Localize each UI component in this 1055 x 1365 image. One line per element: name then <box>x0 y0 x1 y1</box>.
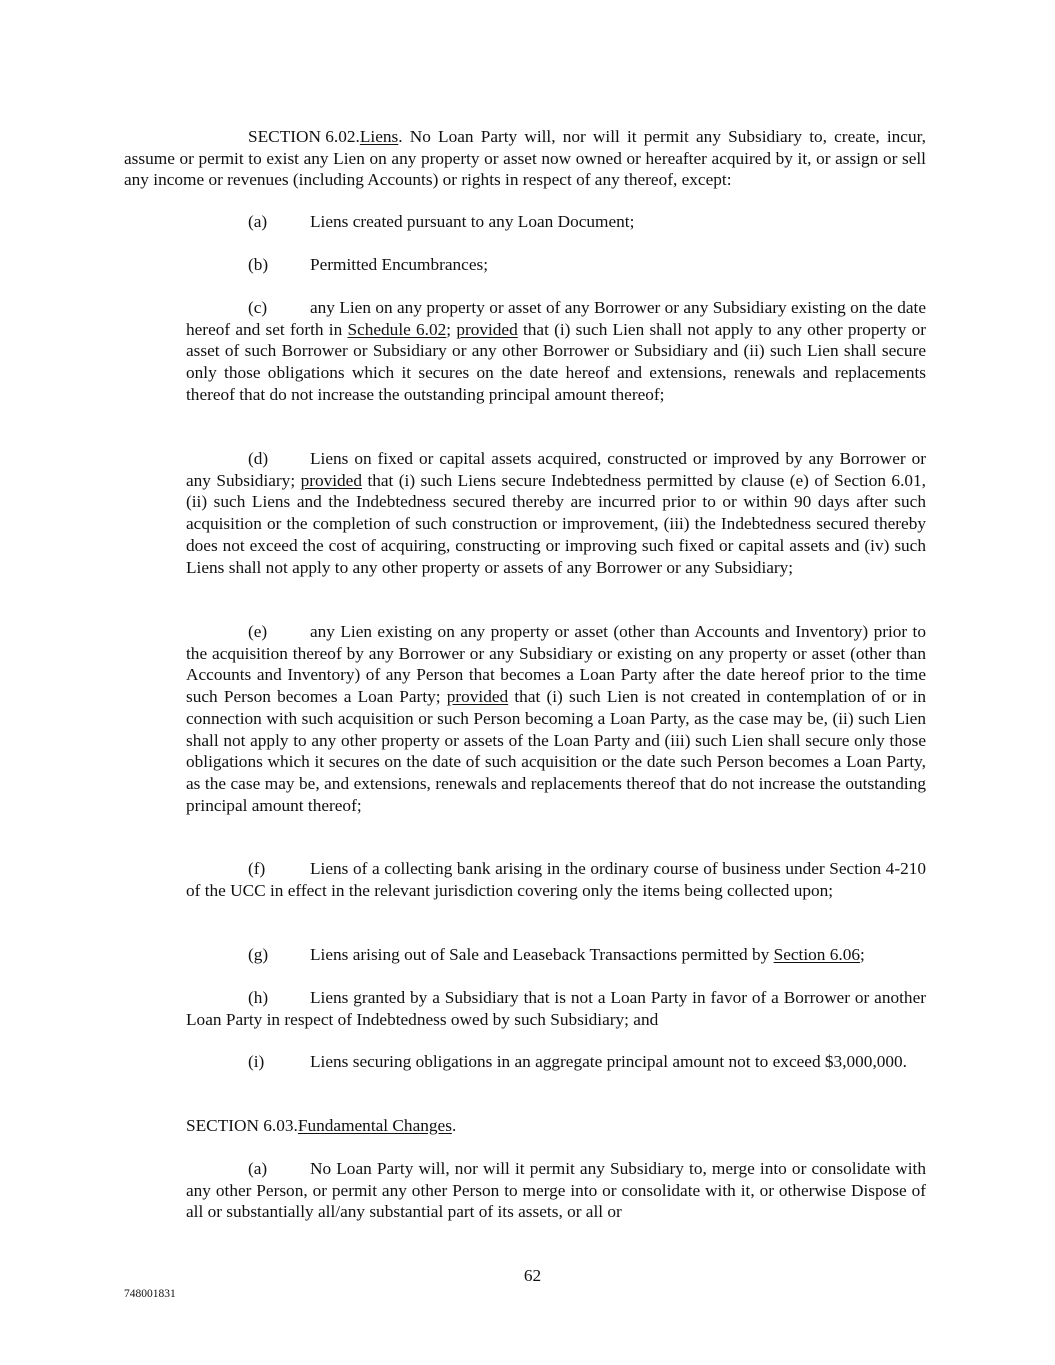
clause-label: (d) <box>248 449 269 468</box>
clause-text: any Lien on any property or asset of any Borrower or any Subsidiary existing on the date hereof and set forth in <box>186 298 926 339</box>
clause-e <box>186 621 926 816</box>
clause-text: Liens securing obligations in an aggregate principal amount not to exceed $3,000,000. <box>310 1052 908 1071</box>
clause-label: (g) <box>248 945 269 964</box>
clause-label: (h) <box>248 988 269 1007</box>
clause-text: that (i) such Lien shall not apply to any other property or asset of such Borrower or Subsidiary or any other Borrower or Subsidiary and (ii) such Lien shall secure only those obligations which it secures on the date hereof and extensions, renewals and replacements thereof that do not increase the outstanding principal amount thereof; <box>186 319 926 404</box>
clause-text: Liens created pursuant to any Loan Document; <box>310 212 635 231</box>
clause-text: ; <box>446 319 457 339</box>
clause-text: Liens on fixed or capital assets acquired, constructed or improved by any Borrower or any Subsidiary; <box>186 449 926 490</box>
section-6-02-intro <box>124 126 926 191</box>
section-reference: Section 6.06 <box>773 945 861 964</box>
clause-text: Liens arising out of Sale and Leaseback Transactions permitted by <box>310 945 774 964</box>
provided-term: provided <box>446 687 509 707</box>
schedule-reference: Schedule 6.02 <box>347 319 447 339</box>
section-6-03-clause-a <box>186 1158 926 1223</box>
clause-label: (f) <box>248 859 266 878</box>
document-id: 748001831 <box>124 1288 176 1300</box>
clause-b <box>186 254 926 276</box>
clause-text: that (i) such Liens secure Indebtedness permitted by clause (e) of Section 6.01, (ii) such Liens and the Indebtedness secured thereby are incurred prior to or within 90 days after such acquisition or the completion of such construction or improvement, (iii) the Indebtedness secured thereby does not exceed the cost of acquiring, constructing or improving such fixed or capital assets and (iv) such Liens shall not apply to any other property or assets of any Borrower or any Subsidiary; <box>186 470 926 577</box>
clause-text: Liens granted by a Subsidiary that is not a Loan Party in favor of a Borrower or another Loan Party in respect of Indebtedness owed by such Subsidiary; and <box>186 988 926 1029</box>
clause-text: that (i) such Lien is not created in contemplation of or in connection with such acquisition or such Person becoming a Loan Party, as the case may be, (ii) such Lien shall not apply to any other property or assets of the Loan Party and (iii) such Lien shall secure only those obligations which it secures on the date of such acquisition or the date such Person becomes a Loan Party, as the case may be, and extensions, renewals and replacements thereof that do not increase the outstanding principal amount thereof; <box>186 687 926 815</box>
section-6-03-heading <box>186 1115 926 1137</box>
section-heading-period: . <box>451 1116 457 1135</box>
page-number: 62 <box>523 1266 542 1285</box>
clause-g <box>186 944 926 966</box>
clause-label: (e) <box>248 622 268 641</box>
clause-text: Permitted Encumbrances; <box>310 255 489 274</box>
clause-text: ; <box>860 945 865 964</box>
clause-text: No Loan Party will, nor will it permit any Subsidiary to, merge into or consolidate with any other Person, or permit any other Person to merge into or consolidate with it, or otherwise Dispose of all or substantially all/any substantial part of its assets, or all or <box>186 1159 926 1222</box>
clause-label: (i) <box>248 1052 265 1071</box>
clause-i <box>186 1051 926 1073</box>
clause-label: (a) <box>248 212 268 231</box>
clause-label: (a) <box>248 1159 268 1178</box>
clause-label: (b) <box>248 255 269 274</box>
section-title: Fundamental Changes <box>297 1116 452 1135</box>
clause-text: any Lien existing on any property or asset (other than Accounts and Inventory) prior to the acquisition thereof by any Borrower or any Subsidiary or existing on any property or asset (other than Accounts and Inventory) of any Person that becomes a Loan Party after the date hereof prior to the time such Person becomes a Loan Party; <box>186 622 926 707</box>
clause-a <box>186 211 926 233</box>
provided-term: provided <box>300 470 362 490</box>
clause-text: Liens of a collecting bank arising in the ordinary course of business under Section 4-210 of the UCC in effect in the relevant jurisdiction covering only the items being collected upon; <box>186 859 926 900</box>
provided-term: provided <box>456 319 518 339</box>
clause-f <box>186 858 926 901</box>
section-number: SECTION 6.03. <box>186 1116 298 1135</box>
clause-c <box>186 297 926 406</box>
clause-h <box>186 987 926 1030</box>
section-intro-text: . No Loan Party will, nor will it permit any Subsidiary to, create, incur, assume or permit to exist any Lien on any property or asset now owned or hereafter acquired by it, or assign or sell any income or revenues (including Accounts) or rights in respect of any thereof, except: <box>124 127 926 190</box>
clause-label: (c) <box>248 298 268 317</box>
section-title: Liens <box>359 127 399 146</box>
section-number: SECTION 6.02. <box>248 127 360 146</box>
clause-d <box>186 448 926 578</box>
